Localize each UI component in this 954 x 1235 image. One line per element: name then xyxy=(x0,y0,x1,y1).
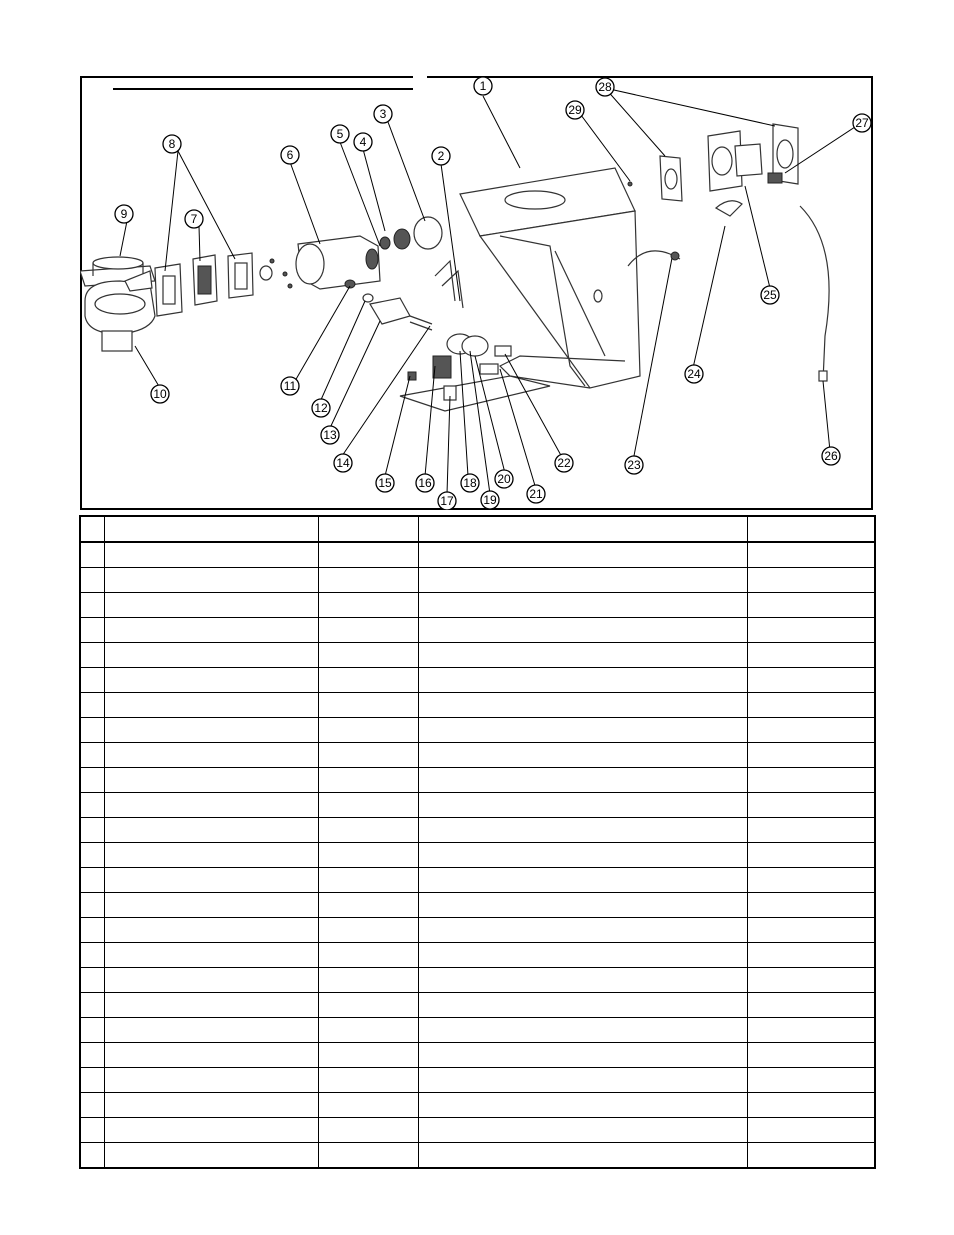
table-cell xyxy=(747,718,875,743)
table-cell xyxy=(104,818,318,843)
table-cell xyxy=(104,668,318,693)
table-row xyxy=(80,1018,875,1043)
table-cell xyxy=(418,918,747,943)
svg-text:7: 7 xyxy=(190,212,198,226)
callout-18 xyxy=(461,474,479,492)
callout-11 xyxy=(281,377,299,395)
table-cell xyxy=(318,568,418,593)
table-cell xyxy=(104,593,318,618)
callout-27 xyxy=(853,114,871,132)
table-cell xyxy=(418,593,747,618)
table-cell xyxy=(104,618,318,643)
table-row xyxy=(80,593,875,618)
table-cell xyxy=(104,768,318,793)
table-cell xyxy=(318,868,418,893)
table-cell xyxy=(747,516,875,542)
svg-text:4: 4 xyxy=(359,135,367,149)
table-cell xyxy=(80,1068,104,1093)
callout-29 xyxy=(566,101,584,119)
table-cell xyxy=(80,943,104,968)
callout-1 xyxy=(474,77,492,95)
callout-21 xyxy=(527,485,545,503)
table-cell xyxy=(80,918,104,943)
table-cell xyxy=(418,516,747,542)
table-row xyxy=(80,1043,875,1068)
gaskets xyxy=(155,253,253,316)
table-cell xyxy=(104,568,318,593)
table-cell xyxy=(104,542,318,568)
table-cell xyxy=(418,743,747,768)
table-cell xyxy=(80,693,104,718)
table-cell xyxy=(418,693,747,718)
table-cell xyxy=(80,818,104,843)
table-cell xyxy=(104,1018,318,1043)
svg-text:9: 9 xyxy=(120,207,128,221)
callout-3 xyxy=(374,105,392,123)
table-cell xyxy=(747,768,875,793)
table-cell xyxy=(80,593,104,618)
table-row xyxy=(80,793,875,818)
table-cell xyxy=(318,1068,418,1093)
svg-text:24: 24 xyxy=(687,367,701,381)
table-cell xyxy=(747,1018,875,1043)
table-cell xyxy=(418,618,747,643)
table-cell xyxy=(104,843,318,868)
svg-text:8: 8 xyxy=(168,137,176,151)
svg-text:29: 29 xyxy=(568,103,582,117)
table-cell xyxy=(104,968,318,993)
table-row xyxy=(80,1093,875,1118)
table-cell xyxy=(104,693,318,718)
table-row xyxy=(80,643,875,668)
table-cell xyxy=(80,893,104,918)
table-cell xyxy=(80,568,104,593)
svg-text:2: 2 xyxy=(437,149,445,163)
table-cell xyxy=(318,743,418,768)
svg-text:18: 18 xyxy=(463,476,477,490)
table-cell xyxy=(418,542,747,568)
table-row xyxy=(80,568,875,593)
table-cell xyxy=(747,1143,875,1169)
table-cell xyxy=(318,668,418,693)
svg-text:12: 12 xyxy=(314,401,328,415)
table-cell xyxy=(418,668,747,693)
table-cell xyxy=(80,843,104,868)
table-cell xyxy=(418,1118,747,1143)
table-cell xyxy=(104,1093,318,1118)
table-cell xyxy=(318,918,418,943)
table-cell xyxy=(418,868,747,893)
callout-16 xyxy=(416,474,434,492)
callout-14 xyxy=(334,454,352,472)
table-cell xyxy=(104,1043,318,1068)
callout-13 xyxy=(321,426,339,444)
table-cell xyxy=(747,643,875,668)
table-cell xyxy=(418,843,747,868)
cabinet-housing xyxy=(460,168,640,388)
table-cell xyxy=(418,1068,747,1093)
svg-text:17: 17 xyxy=(440,494,454,508)
table-cell xyxy=(104,718,318,743)
svg-text:3: 3 xyxy=(379,107,387,121)
table-cell xyxy=(80,718,104,743)
svg-text:20: 20 xyxy=(497,472,511,486)
table-cell xyxy=(104,943,318,968)
table-cell xyxy=(418,993,747,1018)
table-cell xyxy=(318,1118,418,1143)
svg-text:28: 28 xyxy=(598,80,612,94)
table-cell xyxy=(80,618,104,643)
table-cell xyxy=(104,993,318,1018)
svg-text:5: 5 xyxy=(336,127,344,141)
table-cell xyxy=(418,643,747,668)
table-row xyxy=(80,668,875,693)
callout-28 xyxy=(596,78,614,96)
table-cell xyxy=(418,793,747,818)
vent-assembly xyxy=(628,124,829,381)
table-cell xyxy=(747,993,875,1018)
table-cell xyxy=(318,893,418,918)
svg-text:21: 21 xyxy=(529,487,543,501)
table-cell xyxy=(80,793,104,818)
table-row xyxy=(80,618,875,643)
table-cell xyxy=(418,568,747,593)
callout-10 xyxy=(151,385,169,403)
table-row xyxy=(80,993,875,1018)
table-cell xyxy=(104,643,318,668)
callout-5 xyxy=(331,125,349,143)
table-cell xyxy=(318,993,418,1018)
callout-7 xyxy=(185,210,203,228)
table-cell xyxy=(747,568,875,593)
svg-text:14: 14 xyxy=(336,456,350,470)
table-cell xyxy=(747,1093,875,1118)
table-cell xyxy=(104,1068,318,1093)
table-cell xyxy=(418,968,747,993)
table-cell xyxy=(747,843,875,868)
table-cell xyxy=(747,943,875,968)
table-row xyxy=(80,818,875,843)
table-cell xyxy=(80,1043,104,1068)
control-board xyxy=(400,334,550,411)
table-cell xyxy=(418,718,747,743)
table-cell xyxy=(80,643,104,668)
svg-text:19: 19 xyxy=(483,493,497,507)
table-cell xyxy=(747,668,875,693)
table-row xyxy=(80,542,875,568)
table-cell xyxy=(104,516,318,542)
callout-15 xyxy=(376,474,394,492)
callout-17 xyxy=(438,492,456,510)
table-cell xyxy=(318,516,418,542)
table-cell xyxy=(80,1018,104,1043)
callout-6 xyxy=(281,146,299,164)
callout-26 xyxy=(822,447,840,465)
table-cell xyxy=(80,516,104,542)
table-cell xyxy=(747,793,875,818)
table-cell xyxy=(104,1118,318,1143)
table-cell xyxy=(80,542,104,568)
table-cell xyxy=(104,1143,318,1169)
callout-25 xyxy=(761,286,779,304)
table-cell xyxy=(318,843,418,868)
table-row xyxy=(80,768,875,793)
svg-text:15: 15 xyxy=(378,476,392,490)
table-cell xyxy=(747,1068,875,1093)
table-cell xyxy=(418,768,747,793)
table-cell xyxy=(80,668,104,693)
table-header-row xyxy=(80,516,875,542)
table-cell xyxy=(318,593,418,618)
table-cell xyxy=(80,868,104,893)
table-cell xyxy=(80,1093,104,1118)
svg-text:26: 26 xyxy=(824,449,838,463)
table-cell xyxy=(318,1143,418,1169)
table-cell xyxy=(80,1143,104,1169)
table-cell xyxy=(418,1018,747,1043)
svg-text:10: 10 xyxy=(153,387,167,401)
table-row xyxy=(80,743,875,768)
table-cell xyxy=(104,893,318,918)
svg-text:16: 16 xyxy=(418,476,432,490)
callout-12 xyxy=(312,399,330,417)
table-row xyxy=(80,918,875,943)
table-cell xyxy=(318,768,418,793)
table-cell xyxy=(418,1143,747,1169)
table-cell xyxy=(747,693,875,718)
callout-2 xyxy=(432,147,450,165)
table-cell xyxy=(318,943,418,968)
table-cell xyxy=(318,643,418,668)
table-cell xyxy=(318,618,418,643)
table-cell xyxy=(418,893,747,918)
table-cell xyxy=(418,943,747,968)
table-cell xyxy=(104,743,318,768)
table-cell xyxy=(80,968,104,993)
table-row xyxy=(80,693,875,718)
table-cell xyxy=(747,542,875,568)
callout-23 xyxy=(625,456,643,474)
table-row xyxy=(80,943,875,968)
table-cell xyxy=(318,818,418,843)
table-cell xyxy=(80,1118,104,1143)
table-cell xyxy=(104,793,318,818)
thermocouple-rod xyxy=(435,261,463,308)
svg-text:25: 25 xyxy=(763,288,777,302)
table-cell xyxy=(318,718,418,743)
table-row xyxy=(80,718,875,743)
table-cell xyxy=(747,868,875,893)
gas-valve-assembly xyxy=(345,280,432,330)
table-row xyxy=(80,843,875,868)
svg-text:11: 11 xyxy=(283,379,297,393)
callout-24 xyxy=(685,365,703,383)
callout-8 xyxy=(163,135,181,153)
table-cell xyxy=(747,968,875,993)
table-row xyxy=(80,1068,875,1093)
svg-text:23: 23 xyxy=(627,458,641,472)
table-cell xyxy=(104,868,318,893)
callout-20 xyxy=(495,470,513,488)
table-cell xyxy=(318,1093,418,1118)
table-cell xyxy=(318,542,418,568)
table-cell xyxy=(418,1093,747,1118)
table-cell xyxy=(747,893,875,918)
callout-4 xyxy=(354,133,372,151)
table-row xyxy=(80,1143,875,1169)
table-row xyxy=(80,893,875,918)
table-cell xyxy=(747,593,875,618)
table-cell xyxy=(80,768,104,793)
table-cell xyxy=(318,1018,418,1043)
table-cell xyxy=(80,993,104,1018)
table-cell xyxy=(318,1043,418,1068)
table-cell xyxy=(318,793,418,818)
svg-text:6: 6 xyxy=(286,148,294,162)
table-cell xyxy=(747,743,875,768)
svg-text:1: 1 xyxy=(479,79,487,93)
table-cell xyxy=(80,743,104,768)
table-cell xyxy=(418,1043,747,1068)
callout-22 xyxy=(555,454,573,472)
svg-text:22: 22 xyxy=(557,456,571,470)
callout-19 xyxy=(481,491,499,509)
parts-list-table xyxy=(79,515,876,1169)
table-cell xyxy=(747,618,875,643)
svg-text:27: 27 xyxy=(855,116,869,130)
table-cell xyxy=(747,1043,875,1068)
exploded-parts-diagram xyxy=(80,76,873,510)
table-cell xyxy=(747,1118,875,1143)
table-cell xyxy=(104,918,318,943)
table-cell xyxy=(318,693,418,718)
table-cell xyxy=(747,818,875,843)
table-row xyxy=(80,868,875,893)
table-cell xyxy=(747,918,875,943)
table-row xyxy=(80,968,875,993)
svg-text:13: 13 xyxy=(323,428,337,442)
burner-nozzle-assembly xyxy=(380,217,442,249)
callout-9 xyxy=(115,205,133,223)
table-cell xyxy=(318,968,418,993)
table-row xyxy=(80,1118,875,1143)
table-cell xyxy=(418,818,747,843)
